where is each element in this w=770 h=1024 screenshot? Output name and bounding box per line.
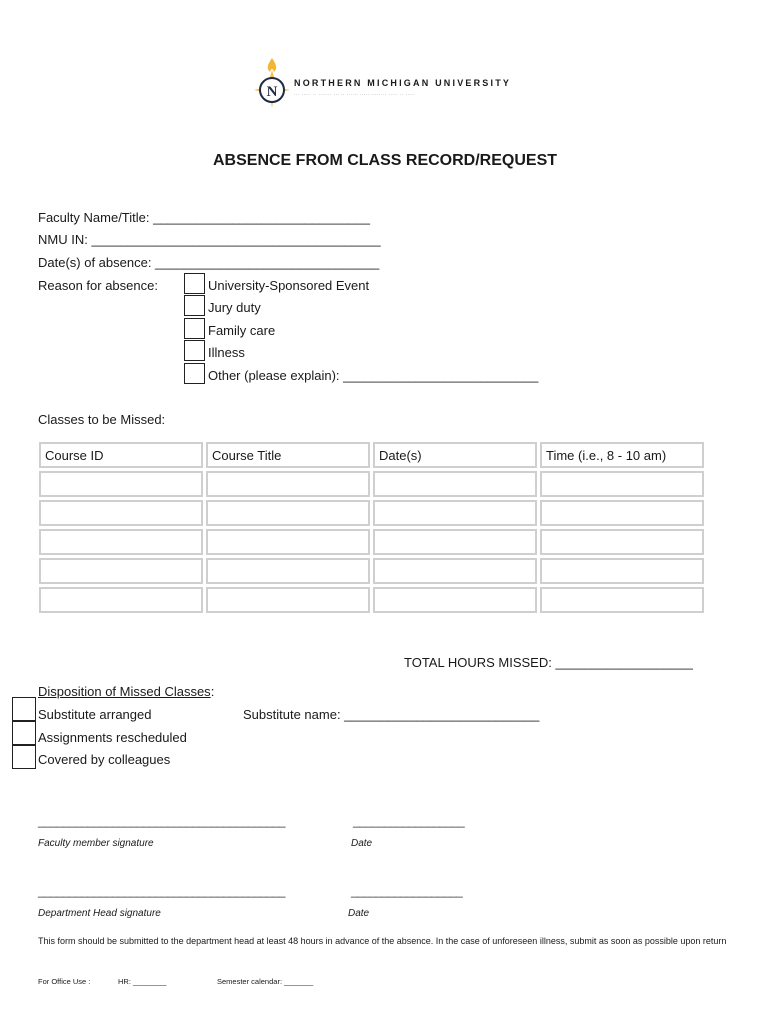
time-cell[interactable] [540, 471, 704, 497]
table-row [39, 500, 704, 526]
disposition-heading [38, 684, 214, 699]
reason-other-label[interactable]: Other (please explain): ___________________________ [208, 368, 539, 383]
faculty-date-label: Date [351, 838, 373, 849]
dates-cell[interactable] [373, 529, 537, 555]
reason-jury-duty-checkbox[interactable] [184, 295, 205, 316]
header-course-title: Course Title [206, 442, 370, 468]
course-title-cell[interactable] [206, 471, 370, 497]
classes-label: Classes to be Missed: [38, 412, 166, 427]
dates-of-absence-field[interactable]: Date(s) of absence: _______________________________ [38, 255, 380, 270]
reason-illness-checkbox[interactable] [184, 340, 205, 361]
svg-text:N: N [266, 84, 278, 100]
course-title-cell[interactable] [206, 500, 370, 526]
reason-family-care-checkbox[interactable] [184, 318, 205, 339]
table-header-row [39, 442, 704, 468]
table-row [39, 529, 704, 555]
substitute-name-field[interactable]: Substitute name: ___________________________ [243, 707, 540, 722]
reason-jury-duty-label: Jury duty [208, 300, 261, 315]
assignments-rescheduled-label: Assignments rescheduled [38, 730, 187, 745]
dates-cell[interactable] [373, 587, 537, 613]
university-tagline: ··· ····· ·· ······· ··· ·· ······ ····· ········ ····· ·· ····· [294, 92, 416, 97]
submission-note: This form should be submitted to the department head at least 48 hours in advance of the absence. In the case of unforeseen illness, submit as soon as possible upon return [38, 936, 727, 946]
head-date-label: Date [348, 908, 370, 919]
header-dates: Date(s) [373, 442, 537, 468]
assignments-rescheduled-checkbox[interactable] [12, 721, 36, 745]
time-cell[interactable] [540, 558, 704, 584]
header-course-id: Course ID [39, 442, 203, 468]
course-title-cell[interactable] [206, 529, 370, 555]
reason-university-event-label: University-Sponsored Event [208, 278, 370, 293]
office-semester-field[interactable]: Semester calendar: _______ [217, 977, 314, 986]
course-id-cell[interactable] [39, 500, 203, 526]
university-logo [252, 56, 532, 112]
nmu-in-field[interactable]: NMU IN: ________________________________________ [38, 232, 381, 247]
nmu-emblem-icon [252, 56, 292, 112]
dates-cell[interactable] [373, 500, 537, 526]
disposition-label: Disposition of Missed Classes [38, 684, 211, 699]
reason-label: Reason for absence: [38, 278, 158, 293]
faculty-signature-line[interactable]: ________________________________________ [38, 814, 285, 828]
classes-table [36, 439, 707, 616]
office-use-label: For Office Use : [38, 977, 91, 986]
course-id-cell[interactable] [39, 529, 203, 555]
header-time: Time (i.e., 8 - 10 am) [540, 442, 704, 468]
faculty-name-field[interactable]: Faculty Name/Title: ______________________________ [38, 210, 371, 225]
reason-other-checkbox[interactable] [184, 363, 205, 384]
dates-cell[interactable] [373, 471, 537, 497]
total-hours-field[interactable]: TOTAL HOURS MISSED: ___________________ [404, 655, 693, 670]
course-title-cell[interactable] [206, 587, 370, 613]
reason-family-care-label: Family care [208, 323, 276, 338]
reason-illness-label: Illness [208, 345, 245, 360]
head-signature-label: Department Head signature [38, 908, 161, 919]
table-row [39, 587, 704, 613]
university-name: NORTHERN MICHIGAN UNIVERSITY [294, 78, 512, 88]
reason-university-event-checkbox[interactable] [184, 273, 205, 294]
covered-by-colleagues-label: Covered by colleagues [38, 752, 171, 767]
form-title: ABSENCE FROM CLASS RECORD/REQUEST [212, 152, 558, 169]
substitute-arranged-label: Substitute arranged [38, 707, 152, 722]
dates-cell[interactable] [373, 558, 537, 584]
faculty-date-line[interactable]: __________________ [353, 814, 465, 828]
course-id-cell[interactable] [39, 471, 203, 497]
course-id-cell[interactable] [39, 587, 203, 613]
course-id-cell[interactable] [39, 558, 203, 584]
covered-by-colleagues-checkbox[interactable] [12, 745, 36, 769]
table-row [39, 558, 704, 584]
time-cell[interactable] [540, 529, 704, 555]
table-row [39, 471, 704, 497]
office-hr-field[interactable]: HR: ________ [118, 977, 167, 986]
substitute-arranged-checkbox[interactable] [12, 697, 36, 721]
head-date-line[interactable]: __________________ [351, 884, 463, 898]
head-signature-line[interactable]: ________________________________________ [38, 884, 285, 898]
faculty-signature-label: Faculty member signature [38, 838, 154, 849]
course-title-cell[interactable] [206, 558, 370, 584]
disposition-colon: : [210, 684, 215, 699]
time-cell[interactable] [540, 587, 704, 613]
time-cell[interactable] [540, 500, 704, 526]
